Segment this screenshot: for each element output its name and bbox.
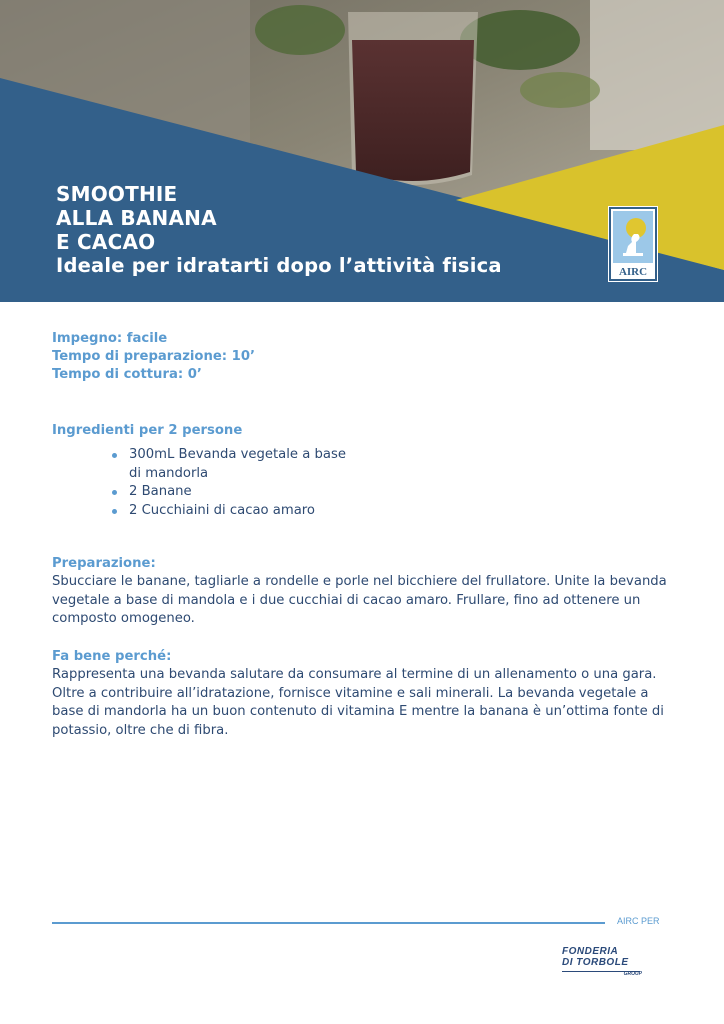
benefits-heading: Fa bene perché: [52, 649, 172, 664]
sponsor-group: GROUP [623, 971, 642, 977]
title-line-3: E CACAO [56, 230, 156, 254]
benefits-text: Rappresenta una bevanda salutare da consumare al termine di un allenamento o una gara. Oltre a contribuire all’idratazione, fornisce vitamine e sali minerali. La bevanda vegetale a base di mandorla ha un buon contenuto di vitamina E mentre la banana è un’ottima fonte di potassio, oltre che di fibra. [52, 667, 664, 738]
bullet-icon [112, 490, 117, 495]
hero-banner [0, 0, 724, 302]
airc-logo-text: AIRC [618, 266, 648, 278]
airc-logo-icon [608, 206, 658, 282]
preparation-section [52, 555, 672, 629]
list-item [112, 502, 352, 521]
recipe-subtitle: Ideale per idratarti dopo l’attività fisica [56, 254, 502, 277]
list-item [112, 446, 352, 483]
sponsor-line-2: DI TORBOLE [562, 957, 629, 968]
sponsor-logo [562, 946, 646, 977]
preparation-heading: Preparazione: [52, 556, 156, 571]
footer-label: AIRC PER [617, 916, 660, 926]
airc-logo [608, 206, 658, 282]
benefits-section [52, 648, 672, 740]
ingredients-heading: Ingredienti per 2 persone [52, 423, 243, 438]
recipe-content [52, 330, 672, 738]
ingredient-text: 2 Banane [129, 484, 192, 499]
ingredient-text: 2 Cucchiaini di cacao amaro [129, 502, 315, 518]
sponsor-line-1: FONDERIA [562, 946, 619, 957]
preparation-text: Sbucciare le banane, tagliarle a rondelle e porle nel bicchiere del frullatore. Unite la bevanda vegetale a base di mandola e i due cucchiai di cacao amaro. Frullare, fino ad ottenere un composto omogeneo. [52, 574, 667, 626]
title-line-1: SMOOTHIE [56, 182, 178, 206]
bullet-icon [112, 453, 117, 458]
footer-divider [52, 922, 605, 924]
bullet-icon [112, 509, 117, 514]
prep-time-label: Tempo di preparazione: 10’ [52, 349, 256, 364]
recipe-title [56, 182, 502, 278]
ingredients-list [112, 446, 352, 520]
difficulty-label: Impegno: facile [52, 331, 168, 346]
title-line-2: ALLA BANANA [56, 206, 217, 230]
ingredient-text: 300mL Bevanda vegetale a base di mandorla [129, 447, 346, 481]
list-item [112, 483, 352, 502]
cook-time-label: Tempo di cottura: 0’ [52, 367, 202, 382]
